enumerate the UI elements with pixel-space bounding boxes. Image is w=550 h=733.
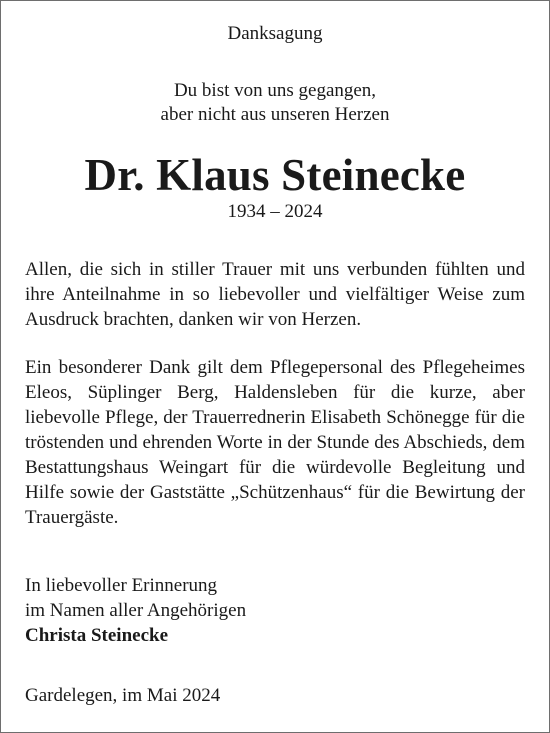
motto [0, 79, 550, 127]
motto-line: aber nicht aus unseren Herzen [160, 104, 390, 125]
place-date: Gardelegen, im Mai 2024 [25, 685, 221, 706]
thanks-paragraph: Allen, die sich in stiller Trauer mit uns verbunden fühlten und ihre Anteilnahme in so liebevoller und vielfältiger Weise zum Ausdruck brachten, danken wir von Herzen. [25, 259, 525, 330]
deceased-name: Dr. Klaus Steinecke [84, 150, 466, 200]
closing-block [25, 573, 246, 648]
special-thanks-paragraph: Ein besonderer Dank gilt dem Pflegepersonal des Pflegeheimes Eleos, Süplinger Berg, Haldensleben für die kurze, aber liebevolle Pflege, der Trauerrednerin Elisabeth Schönegge für die tröstenden und ehrenden Worte in der Stunde des Abschieds, dem Bestattungshaus Weingart für die würdevolle Begleitung und Hilfe sowie der Gaststätte „Schützenhaus“ für die Bewirtung der Trauergäste. [25, 357, 525, 528]
motto-line: Du bist von uns gegangen, [173, 80, 377, 101]
closing-line: In liebevoller Erinnerung [25, 575, 218, 596]
life-dates: 1934 – 2024 [227, 201, 323, 222]
closing-line: im Namen aller Angehörigen [25, 600, 247, 621]
signer-name: Christa Steinecke [25, 625, 169, 646]
notice-heading: Danksagung [227, 23, 323, 44]
